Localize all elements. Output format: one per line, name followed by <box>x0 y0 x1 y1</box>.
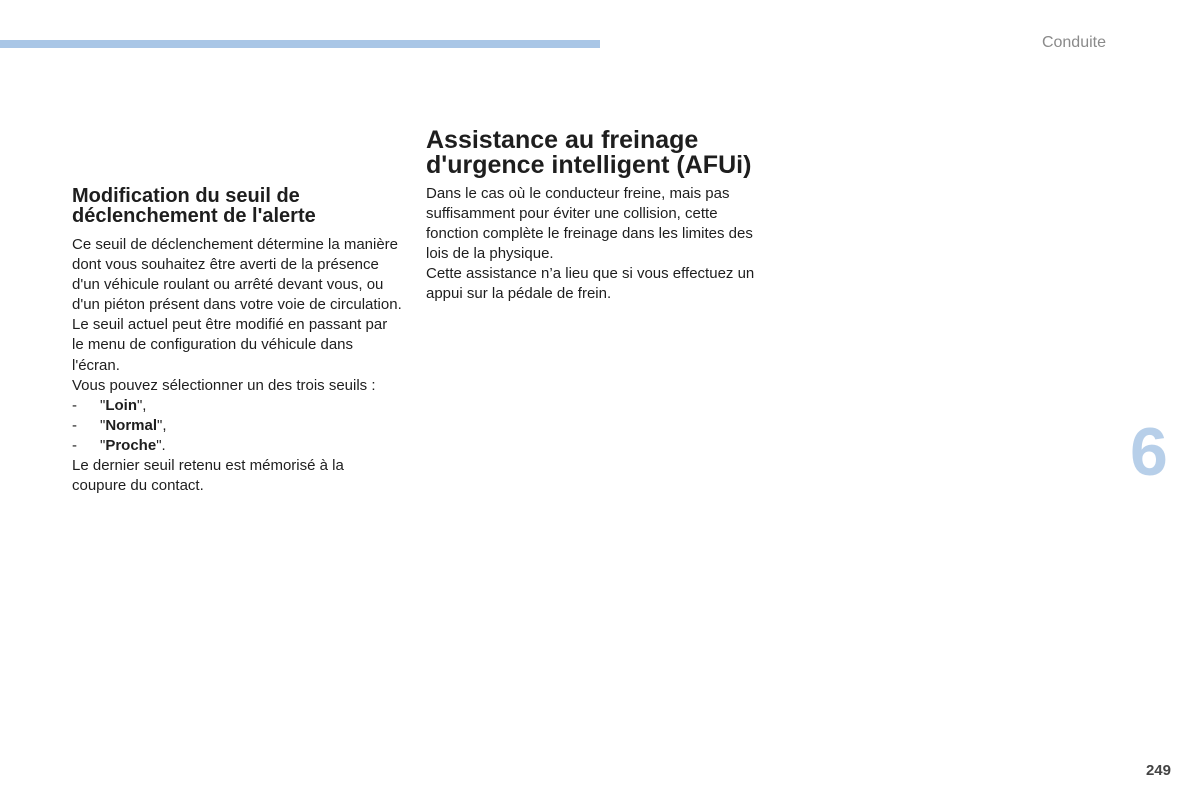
list-dash: - <box>72 396 77 414</box>
threshold-options-list <box>72 396 402 456</box>
list-item: - "Normal", <box>72 416 402 436</box>
option-label: Normal <box>105 416 158 434</box>
header-accent-bar <box>0 40 600 48</box>
page-number: 249 <box>1145 762 1171 779</box>
closing-paragraph: Le dernier seuil retenu est mémorisé à la coupure du contact. <box>72 457 344 495</box>
paragraph: Vous pouvez sélectionner un des trois seuils : <box>72 376 376 394</box>
option-label: Proche <box>105 436 157 454</box>
paragraph: Cette assistance n’a lieu que si vous effectuez un appui sur la pédale de frein. <box>426 265 755 303</box>
chapter-tab-number: 6 <box>1130 414 1168 490</box>
alert-threshold-heading: Modification du seuil de déclenchement de l'alerte <box>72 185 316 227</box>
paragraph: Le seuil actuel peut être modifié en passant par le menu de configuration du véhicule dans l'écran. <box>72 316 388 374</box>
right-column <box>426 128 766 305</box>
list-item: - "Loin", <box>72 396 402 416</box>
paragraph: Ce seuil de déclenchement détermine la manière dont vous souhaitez être averti de la présence d'un véhicule roulant ou arrêté devant vous, ou d'un piéton présent dans votre voie de circulation. <box>72 236 402 314</box>
list-dash: - <box>72 416 77 434</box>
left-column <box>72 186 402 496</box>
section-title: Conduite <box>1041 34 1106 51</box>
option-label: Loin <box>105 396 137 414</box>
list-item: - "Proche". <box>72 436 402 456</box>
list-dash: - <box>72 436 77 454</box>
paragraph: Dans le cas où le conducteur freine, mais pas suffisamment pour éviter une collision, cette fonction complète le freinage dans les limites des lois de la physique. <box>426 185 753 263</box>
afui-heading: Assistance au freinage d'urgence intelligent (AFUi) <box>426 126 752 179</box>
